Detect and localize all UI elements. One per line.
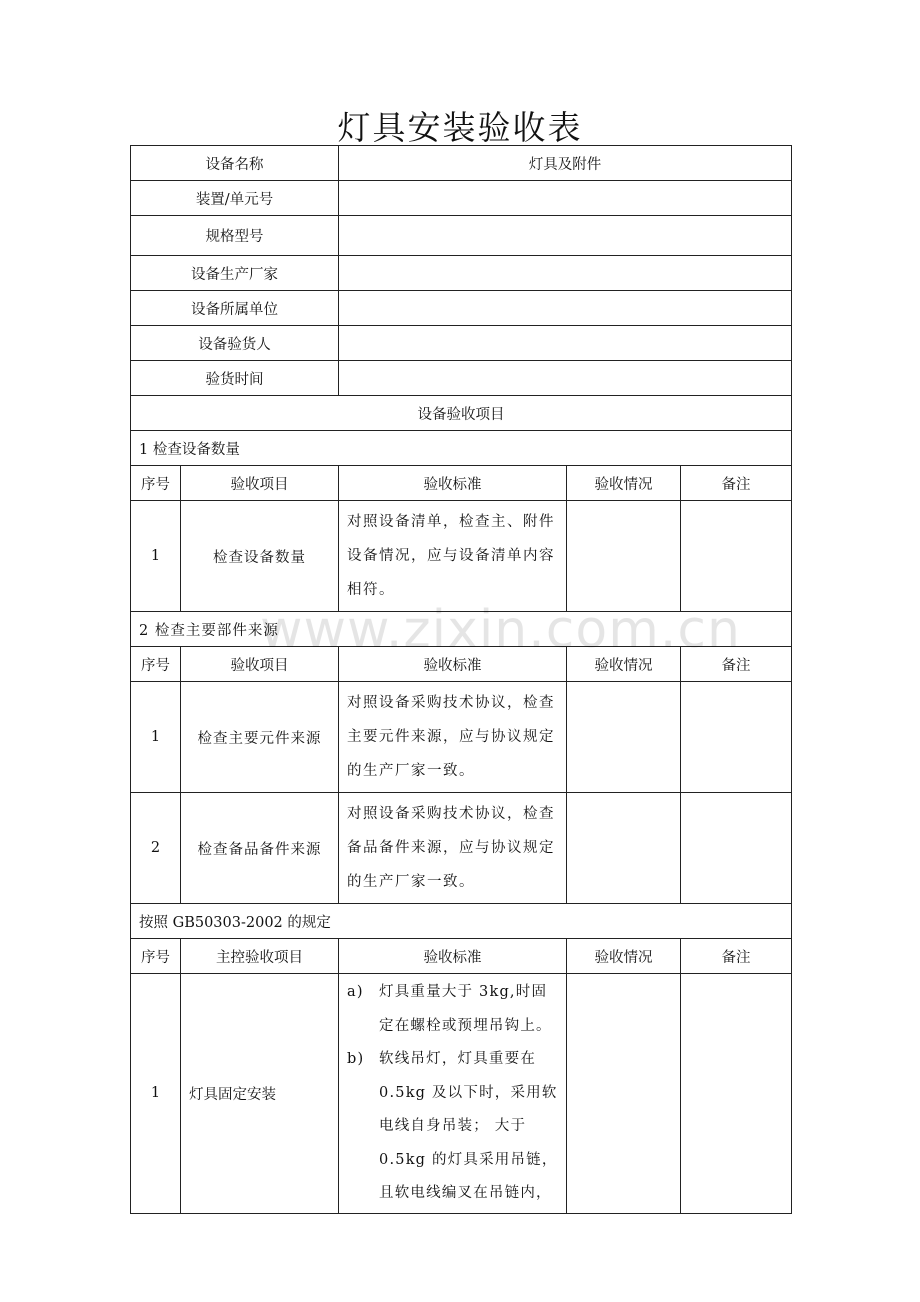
section-heading: 按照 GB50303-2002 的规定 — [131, 904, 792, 939]
col-header-remark: 备注 — [681, 466, 792, 501]
row-remark — [681, 682, 792, 793]
row-remark — [681, 974, 792, 1214]
col-header-item: 验收项目 — [181, 647, 339, 682]
table-row — [131, 501, 792, 612]
row-remark — [681, 793, 792, 904]
standard-key: b) — [347, 1051, 365, 1067]
row-standard: 对照设备采购技术协议，检查备品备件来源，应与协议规定的生产厂家一致。 — [339, 793, 567, 904]
col-header-standard: 验收标准 — [339, 939, 567, 974]
row-status — [567, 501, 681, 612]
section-heading: 2 检查主要部件来源 — [131, 612, 792, 647]
info-value — [339, 291, 792, 326]
header-row — [131, 939, 792, 974]
info-row — [131, 326, 792, 361]
header-row — [131, 466, 792, 501]
info-row — [131, 291, 792, 326]
row-status — [567, 793, 681, 904]
info-value — [339, 326, 792, 361]
col-header-item: 验收项目 — [181, 466, 339, 501]
info-label: 规格型号 — [131, 216, 339, 256]
col-header-no: 序号 — [131, 939, 181, 974]
info-value — [339, 181, 792, 216]
col-header-status: 验收情况 — [567, 647, 681, 682]
standard-key: a) — [347, 984, 364, 1000]
row-item: 检查备品备件来源 — [181, 793, 339, 904]
row-number: 1 — [131, 682, 181, 793]
info-row — [131, 361, 792, 396]
info-label: 验货时间 — [131, 361, 339, 396]
row-standard — [339, 974, 567, 1214]
standard-text: 灯具重量大于 3kg,时固定在螺栓或预埋吊钩上。 — [379, 984, 552, 1034]
col-header-remark: 备注 — [681, 647, 792, 682]
header-row — [131, 647, 792, 682]
info-value: 灯具及附件 — [339, 146, 792, 181]
row-remark — [681, 501, 792, 612]
info-row — [131, 181, 792, 216]
row-number: 2 — [131, 793, 181, 904]
info-value — [339, 256, 792, 291]
row-standard: 对照设备采购技术协议，检查主要元件来源，应与协议规定的生产厂家一致。 — [339, 682, 567, 793]
row-standard: 对照设备清单，检查主、附件设备情况，应与设备清单内容相符。 — [339, 501, 567, 612]
table-row — [131, 974, 792, 1214]
watermark: www.zixin.com.cn — [260, 600, 741, 660]
info-row — [131, 216, 792, 256]
row-item: 灯具固定安装 — [181, 974, 339, 1214]
form-title: 灯具安装验收表 — [337, 108, 583, 147]
info-label: 设备生产厂家 — [131, 256, 339, 291]
row-item: 检查设备数量 — [181, 501, 339, 612]
info-label: 设备验货人 — [131, 326, 339, 361]
standard-item — [347, 976, 560, 1043]
info-value — [339, 216, 792, 256]
col-header-remark: 备注 — [681, 939, 792, 974]
col-header-status: 验收情况 — [567, 939, 681, 974]
table-row — [131, 793, 792, 904]
col-header-standard: 验收标准 — [339, 647, 567, 682]
col-header-status: 验收情况 — [567, 466, 681, 501]
info-value — [339, 361, 792, 396]
standard-text: 软线吊灯，灯具重要在 0.5kg 及以下时，采用软电线自身吊装； 大于 0.5kg 的灯具采用吊链，且软电线编叉在吊链内， — [379, 1051, 558, 1201]
row-number: 1 — [131, 501, 181, 612]
row-item: 检查主要元件来源 — [181, 682, 339, 793]
col-header-standard: 验收标准 — [339, 466, 567, 501]
section-title: 设备验收项目 — [131, 396, 792, 431]
row-status — [567, 974, 681, 1214]
col-header-item: 主控验收项目 — [181, 939, 339, 974]
info-row — [131, 146, 792, 181]
info-label: 设备所属单位 — [131, 291, 339, 326]
col-header-no: 序号 — [131, 647, 181, 682]
row-status — [567, 682, 681, 793]
col-header-no: 序号 — [131, 466, 181, 501]
row-number: 1 — [131, 974, 181, 1214]
standard-item — [347, 1043, 560, 1211]
info-row — [131, 256, 792, 291]
section-heading: 1 检查设备数量 — [131, 431, 792, 466]
table-row — [131, 682, 792, 793]
acceptance-table — [130, 145, 792, 1214]
info-label: 设备名称 — [131, 146, 339, 181]
info-label: 装置/单元号 — [131, 181, 339, 216]
